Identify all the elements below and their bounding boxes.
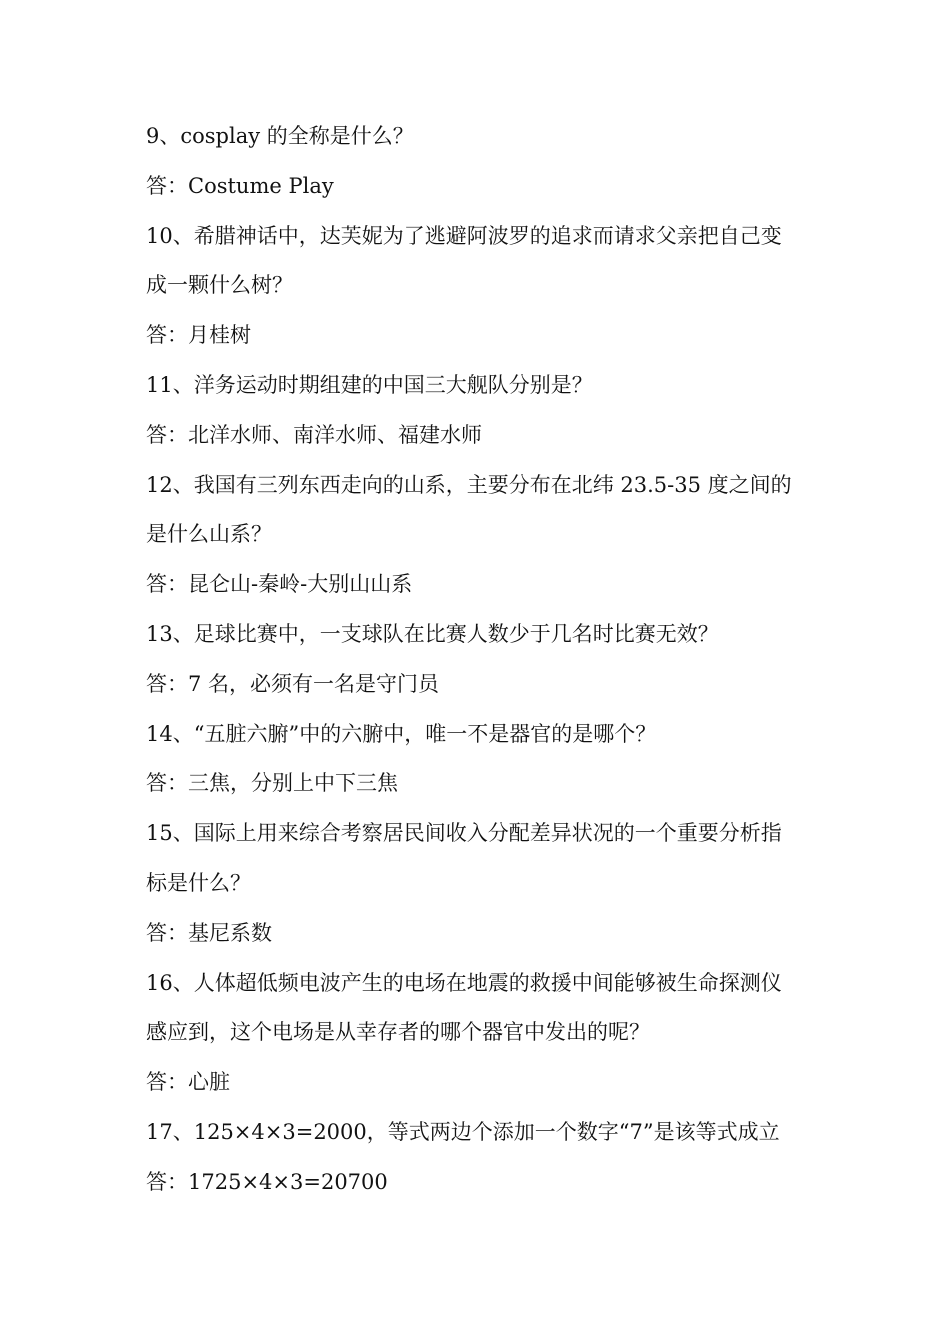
answer-17: 答：1725×4×3=20700 xyxy=(146,1169,388,1194)
answer-13: 答：7 名，必须有一名是守门员 xyxy=(146,671,440,696)
question-16-line-1: 16、人体超低频电波产生的电场在地震的救援中间能够被生命探测仪 xyxy=(146,970,782,995)
question-13: 13、足球比赛中，一支球队在比赛人数少于几名时比赛无效？ xyxy=(146,621,719,646)
question-14: 14、“五脏六腑”中的六腑中，唯一不是器官的是哪个？ xyxy=(146,721,657,746)
answer-14: 答：三焦，分别上中下三焦 xyxy=(146,771,398,796)
question-17: 17、125×4×3=2000，等式两边个添加一个数字“7”是该等式成立 xyxy=(146,1119,780,1144)
answer-10: 答：月桂树 xyxy=(146,323,251,348)
question-11: 11、洋务运动时期组建的中国三大舰队分别是？ xyxy=(146,372,593,397)
question-12-line-2: 是什么山系？ xyxy=(146,522,272,547)
answer-9: 答：Costume Play xyxy=(146,173,334,198)
answer-11: 答：北洋水师、南洋水师、福建水师 xyxy=(146,422,482,447)
answer-12: 答：昆仑山-秦岭-大别山山系 xyxy=(146,572,413,597)
quiz-text-block xyxy=(146,112,816,1208)
question-10-line-1: 10、希腊神话中，达芙妮为了逃避阿波罗的追求而请求父亲把自己变 xyxy=(146,223,782,248)
question-10-line-2: 成一颗什么树？ xyxy=(146,273,293,298)
question-16-line-2: 感应到，这个电场是从幸存者的哪个器官中发出的呢？ xyxy=(146,1020,650,1045)
question-15-line-1: 15、国际上用来综合考察居民间收入分配差异状况的一个重要分析指 xyxy=(146,821,782,846)
question-15-line-2: 标是什么？ xyxy=(146,870,251,895)
question-9: 9、cosplay 的全称是什么？ xyxy=(146,124,414,148)
question-12-line-1: 12、我国有三列东西走向的山系，主要分布在北纬 23.5-35 度之间的 xyxy=(146,472,792,497)
answer-16: 答：心脏 xyxy=(146,1070,230,1095)
answer-15: 答：基尼系数 xyxy=(146,920,272,945)
